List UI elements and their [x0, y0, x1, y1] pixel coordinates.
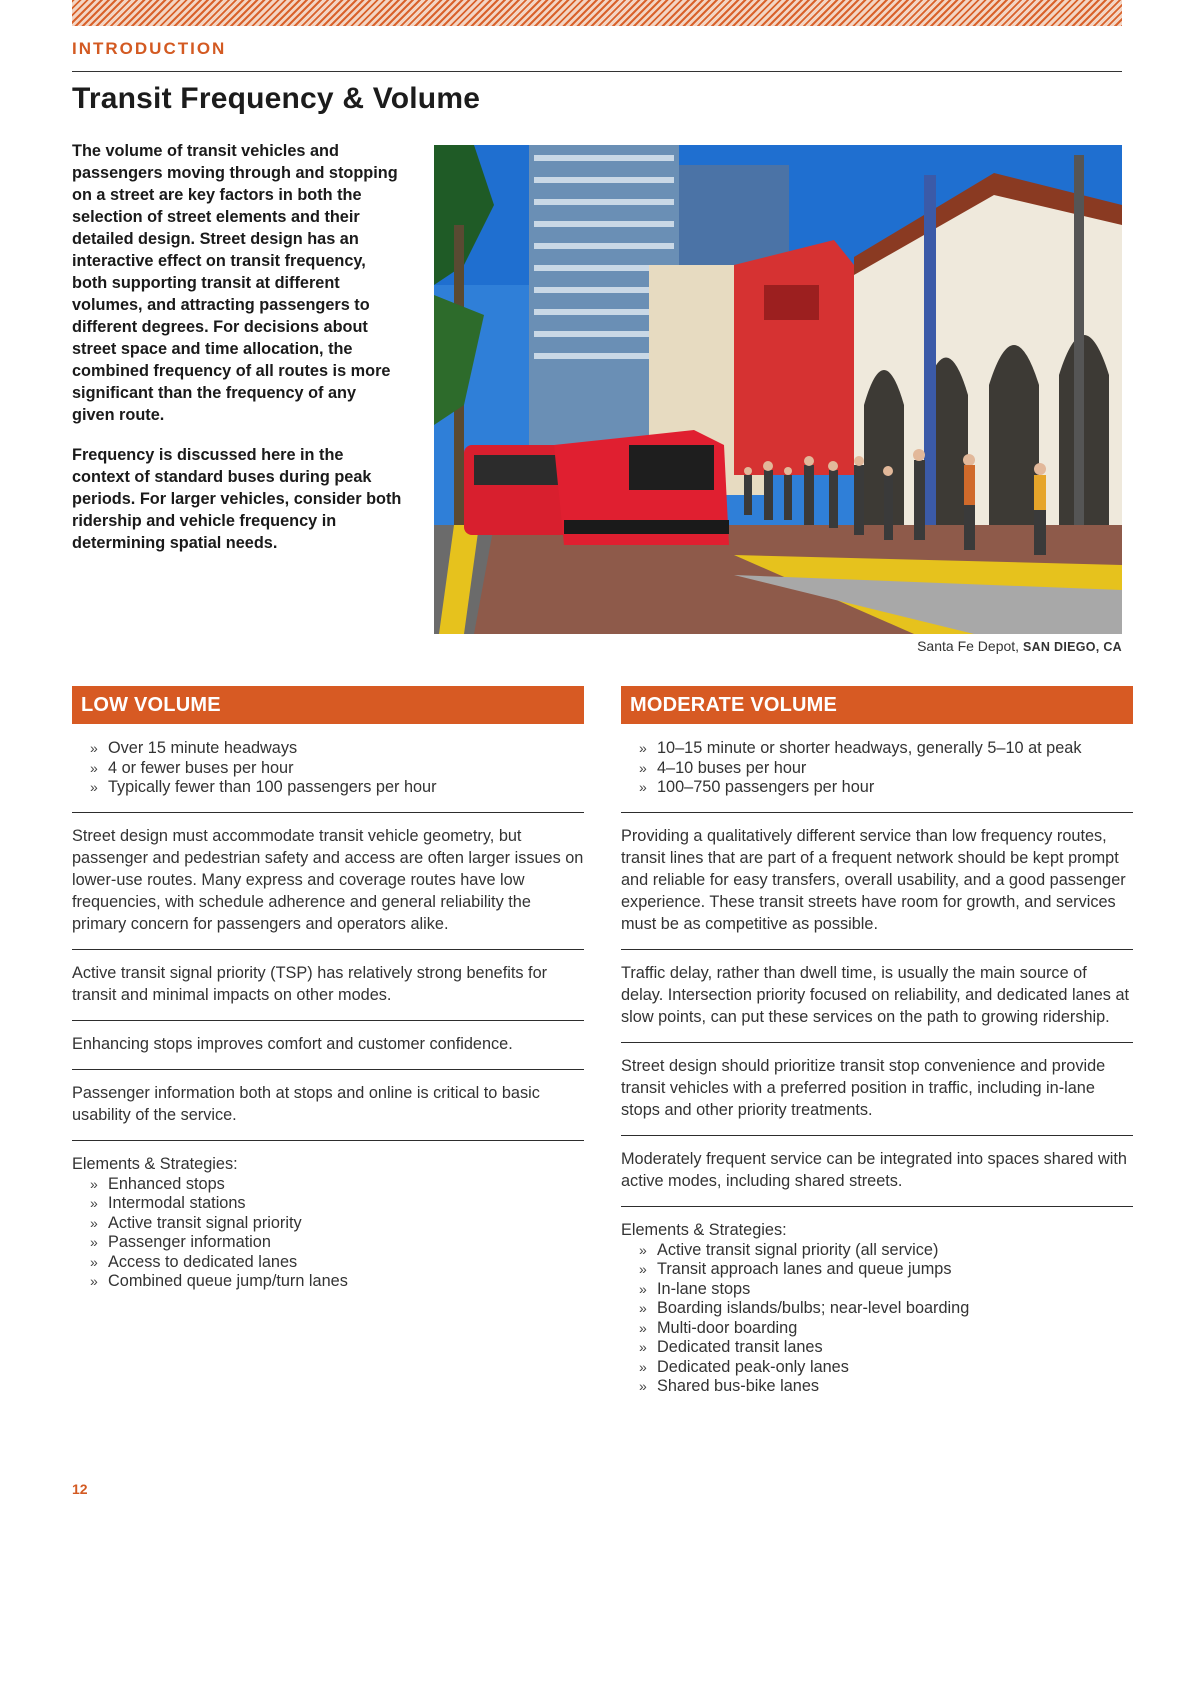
list-item: » Typically fewer than 100 passengers per hour — [72, 778, 584, 798]
list-item: » Dedicated transit lanes — [621, 1338, 1133, 1358]
list-item: » 4–10 buses per hour — [621, 759, 1133, 779]
moderate-volume-heading: MODERATE VOLUME — [621, 686, 1133, 724]
moderate-volume-column — [621, 686, 1133, 1397]
moderate-volume-section: Street design should prioritize transit stop convenience and provide transit vehicles with a preferred position in traffic, including in-lane stops and other priority treatments. — [621, 1042, 1133, 1135]
list-item: » 100–750 passengers per hour — [621, 778, 1133, 798]
caption-location: SAN DIEGO, CA — [1022, 640, 1122, 654]
moderate-volume-section: Traffic delay, rather than dwell time, is usually the main source of delay. Intersection priority focused on reliability, and dedicated lanes at slow points, can put these services on the path to growing ridership. — [621, 949, 1133, 1042]
list-item: » Over 15 minute headways — [72, 739, 584, 759]
low-volume-heading: LOW VOLUME — [72, 686, 584, 724]
intro-text — [72, 140, 402, 572]
page-title: Transit Frequency & Volume — [72, 82, 481, 115]
low-volume-section: Street design must accommodate transit vehicle geometry, but passenger and pedestrian safety and access are often larger issues on lower-use routes. Many express and coverage routes have low frequencies, with schedule adherence and general reliability the primary concern for passengers and operators alike. — [72, 812, 584, 949]
low-volume-section: Enhancing stops improves comfort and customer confidence. — [72, 1020, 584, 1069]
intro-paragraph-2: Frequency is discussed here in the context of standard buses during peak periods. For larger vehicles, consider both ridership and vehicle frequency in determining spatial needs. — [72, 446, 402, 552]
santa-fe-depot-photo — [434, 145, 1122, 634]
list-item: » Active transit signal priority — [72, 1214, 584, 1234]
list-item: » Shared bus-bike lanes — [621, 1377, 1133, 1397]
low-volume-section: Passenger information both at stops and online is critical to basic usability of the service. — [72, 1069, 584, 1140]
list-item: » 10–15 minute or shorter headways, generally 5–10 at peak — [621, 739, 1133, 759]
list-item: » Passenger information — [72, 1233, 584, 1253]
list-item: » Transit approach lanes and queue jumps — [621, 1260, 1133, 1280]
moderate-volume-bullets — [621, 739, 1133, 798]
moderate-volume-section: Providing a qualitatively different service than low frequency routes, transit lines that are part of a frequent network should be kept prompt and reliable for easy transfers, overall usability, and a good passenger experience. These transit streets have room for growth, and services must be as competitive as possible. — [621, 812, 1133, 949]
moderate-volume-section: Moderately frequent service can be integrated into spaces shared with active modes, including shared streets. — [621, 1135, 1133, 1206]
hatched-header-bar — [72, 0, 1122, 26]
low-volume-elements-heading: Elements & Strategies: — [72, 1140, 584, 1175]
low-volume-elements-list — [72, 1175, 584, 1292]
list-item: » Active transit signal priority (all service) — [621, 1241, 1133, 1261]
section-kicker: INTRODUCTION — [72, 39, 227, 58]
list-item: » Intermodal stations — [72, 1194, 584, 1214]
list-item: » Multi-door boarding — [621, 1319, 1133, 1339]
list-item: » Combined queue jump/turn lanes — [72, 1272, 584, 1292]
page-number: 12 — [72, 1481, 88, 1497]
header-rule — [72, 71, 1122, 72]
low-volume-bullets — [72, 739, 584, 798]
low-volume-section: Active transit signal priority (TSP) has relatively strong benefits for transit and minimal impacts on other modes. — [72, 949, 584, 1020]
list-item: » 4 or fewer buses per hour — [72, 759, 584, 779]
low-volume-column — [72, 686, 584, 1292]
list-item: » In-lane stops — [621, 1280, 1133, 1300]
moderate-volume-elements-heading: Elements & Strategies: — [621, 1206, 1133, 1241]
list-item: » Boarding islands/bulbs; near-level boarding — [621, 1299, 1133, 1319]
list-item: » Access to dedicated lanes — [72, 1253, 584, 1273]
intro-paragraph-1: The volume of transit vehicles and passengers moving through and stopping on a street are key factors in both the selection of street elements and their detailed design. Street design has an interactive effect on transit frequency, both supporting transit at different volumes, and attracting passengers to different degrees. For decisions about street space and time allocation, the combined frequency of all routes is more significant than the frequency of any given route. — [72, 142, 398, 424]
caption-place: Santa Fe Depot, — [917, 638, 1020, 654]
list-item: » Enhanced stops — [72, 1175, 584, 1195]
moderate-volume-elements-list — [621, 1241, 1133, 1397]
list-item: » Dedicated peak-only lanes — [621, 1358, 1133, 1378]
photo-caption — [917, 638, 1122, 654]
